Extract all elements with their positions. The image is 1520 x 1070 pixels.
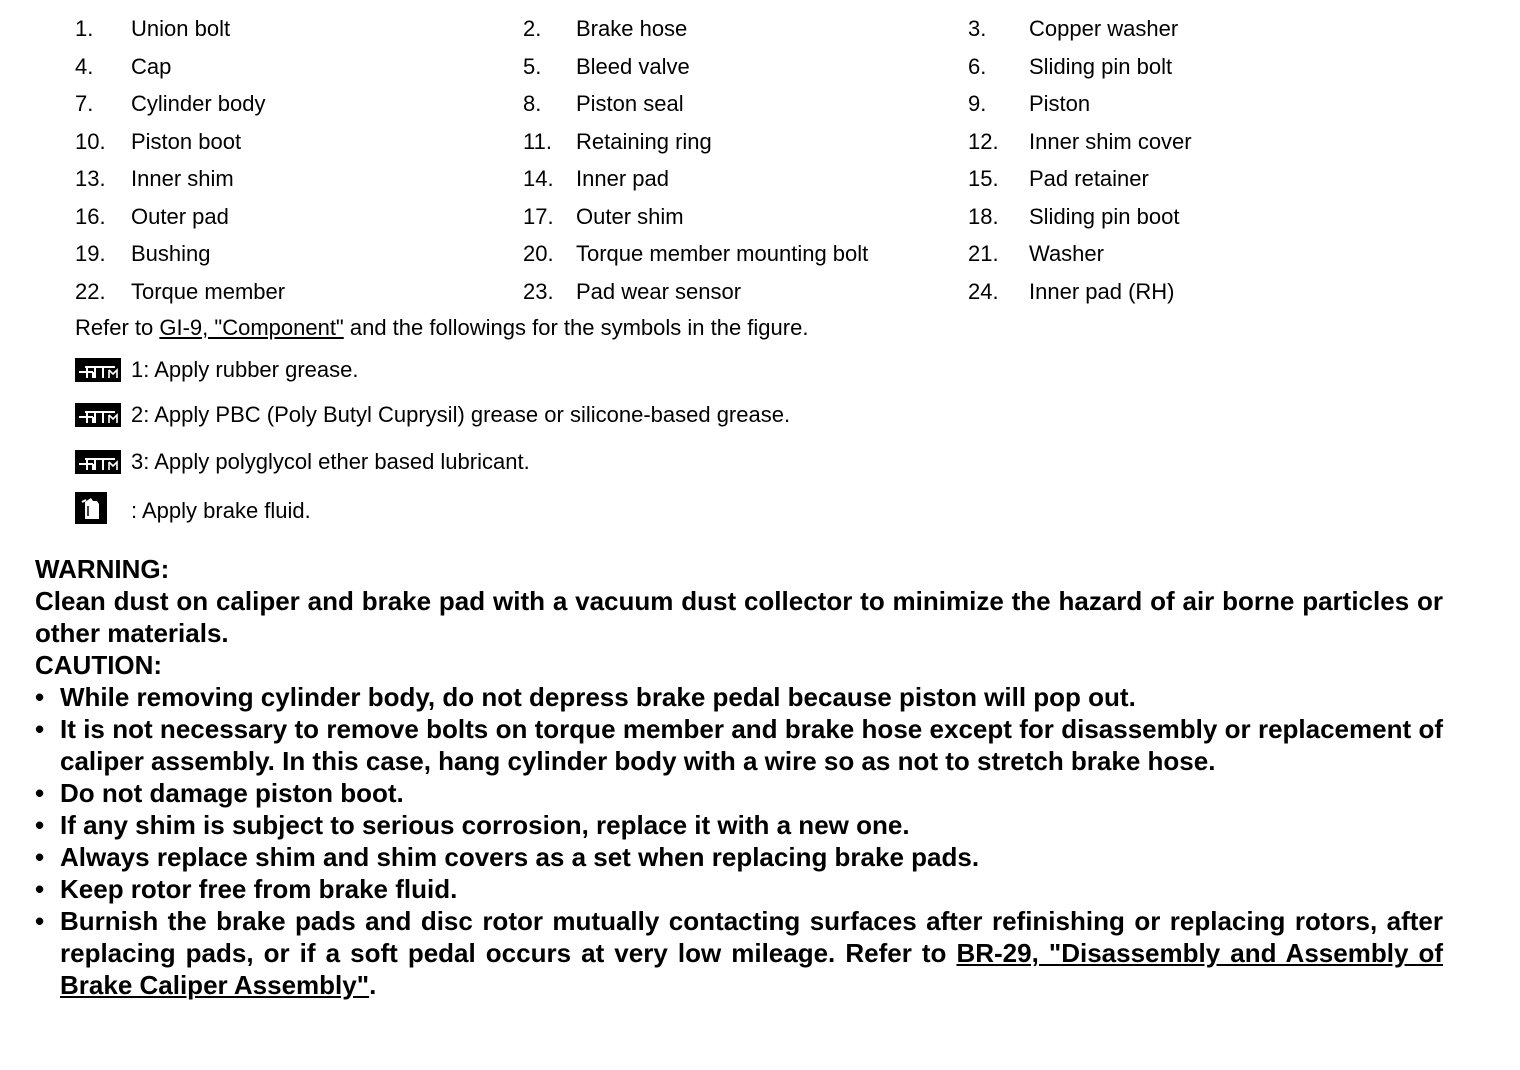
part-number: 6.	[968, 53, 987, 79]
part-name: Piston boot	[131, 128, 242, 154]
part-number: 4.	[75, 53, 94, 79]
part-name: Inner pad	[576, 166, 669, 191]
refer-prefix: Refer to	[75, 315, 160, 340]
parts-row	[75, 273, 1455, 311]
parts-legend	[75, 10, 1455, 310]
part-number: 22.	[75, 278, 106, 304]
parts-row	[75, 198, 1455, 236]
part-name: Sliding pin boot	[1029, 203, 1180, 229]
part-number: 16.	[75, 203, 106, 229]
part-number: 24.	[968, 278, 999, 304]
grease-gun-icon	[75, 358, 121, 390]
part-name: Outer shim	[576, 203, 684, 229]
part-name: Piston	[1029, 91, 1091, 116]
caution-list	[35, 681, 1443, 1001]
part-number: 11.	[523, 128, 552, 154]
caution-item: • If any shim is subject to serious corrosion, replace it with a new one.	[35, 809, 1443, 841]
symbol-reference-note	[75, 313, 808, 343]
parts-row	[75, 123, 1455, 161]
part-name: Inner shim	[131, 166, 234, 191]
caution-item	[35, 905, 1443, 1001]
gi-9-component-link[interactable]: GI-9, "Component"	[159, 315, 344, 340]
grease-gun-icon	[75, 403, 121, 435]
caution-burnish-text: Burnish the brake pads and disc rotor mutually contacting surfaces after refinishing or replacing rotors, after replacing pads, or if a soft pedal occurs at very low mileage. Refer to	[60, 906, 1443, 968]
warning-caution-section	[35, 553, 1443, 1001]
part-name: Cap	[131, 53, 172, 79]
part-name: Bleed valve	[576, 53, 690, 79]
part-number: 8.	[523, 91, 542, 116]
refer-suffix: and the followings for the symbols in the figure.	[343, 315, 809, 340]
symbol-text: : Apply brake fluid.	[131, 498, 311, 523]
warning-title: WARNING:	[35, 554, 170, 584]
symbol-text: 1: Apply rubber grease.	[131, 357, 359, 382]
caution-item: • Keep rotor free from brake fluid.	[35, 873, 1443, 905]
part-number: 10.	[75, 128, 106, 154]
part-name: Retaining ring	[576, 128, 712, 154]
caution-item: • It is not necessary to remove bolts on torque member and brake hose except for disassembly or replacement of caliper assembly. In this case, hang cylinder body with a wire so as not to stretch brake hose.	[35, 713, 1443, 777]
part-number: 21.	[968, 241, 999, 266]
parts-row	[75, 48, 1455, 86]
part-name: Washer	[1029, 241, 1104, 266]
part-name: Union bolt	[131, 16, 231, 41]
part-number: 23.	[523, 278, 554, 304]
part-number: 12.	[968, 128, 999, 154]
caution-end-period: .	[369, 970, 377, 1000]
caution-item: • While removing cylinder body, do not depress brake pedal because piston will pop out.	[35, 681, 1443, 713]
part-number: 2.	[523, 16, 542, 41]
part-number: 1.	[75, 16, 94, 41]
part-number: 20.	[523, 241, 554, 266]
caution-title: CAUTION:	[35, 650, 163, 680]
part-number: 3.	[968, 16, 987, 41]
brake-fluid-icon	[75, 492, 107, 532]
caution-item: • Do not damage piston boot.	[35, 777, 1443, 809]
part-number: 17.	[523, 203, 554, 229]
part-name: Pad wear sensor	[576, 278, 742, 304]
parts-row	[75, 10, 1455, 48]
part-number: 18.	[968, 203, 999, 229]
part-name: Pad retainer	[1029, 166, 1149, 191]
part-number: 13.	[75, 166, 106, 191]
parts-row	[75, 85, 1455, 123]
part-number: 19.	[75, 241, 106, 266]
warning-text: Clean dust on caliper and brake pad with a vacuum dust collector to minimize the hazard of air borne particles or other materials.	[35, 586, 1443, 648]
caution-item: • Always replace shim and shim covers as a set when replacing brake pads.	[35, 841, 1443, 873]
grease-gun-icon	[75, 450, 121, 482]
symbol-text: 2: Apply PBC (Poly Butyl Cuprysil) grease or silicone-based grease.	[131, 402, 791, 427]
part-number: 15.	[968, 166, 999, 191]
part-name: Brake hose	[576, 16, 688, 41]
part-name: Outer pad	[131, 203, 229, 229]
part-name: Inner pad (RH)	[1029, 278, 1175, 304]
part-name: Bushing	[131, 241, 211, 266]
part-name: Copper washer	[1029, 16, 1179, 41]
part-name: Sliding pin bolt	[1029, 53, 1173, 79]
symbol-text: 3: Apply polyglycol ether based lubricant.	[131, 449, 530, 474]
part-number: 5.	[523, 53, 542, 79]
part-name: Inner shim cover	[1029, 128, 1192, 154]
part-number: 14.	[523, 166, 554, 191]
part-name: Torque member mounting bolt	[576, 241, 869, 266]
part-number: 9.	[968, 91, 987, 116]
part-number: 7.	[75, 91, 94, 116]
part-name: Cylinder body	[131, 91, 266, 116]
parts-row	[75, 235, 1455, 273]
part-name: Piston seal	[576, 91, 684, 116]
part-name: Torque member	[131, 278, 286, 304]
parts-row	[75, 160, 1455, 198]
br-29-caliper-assembly-link[interactable]: BR-29, "Disassembly and Assembly of Brake Caliper Assembly"	[60, 938, 1443, 1000]
